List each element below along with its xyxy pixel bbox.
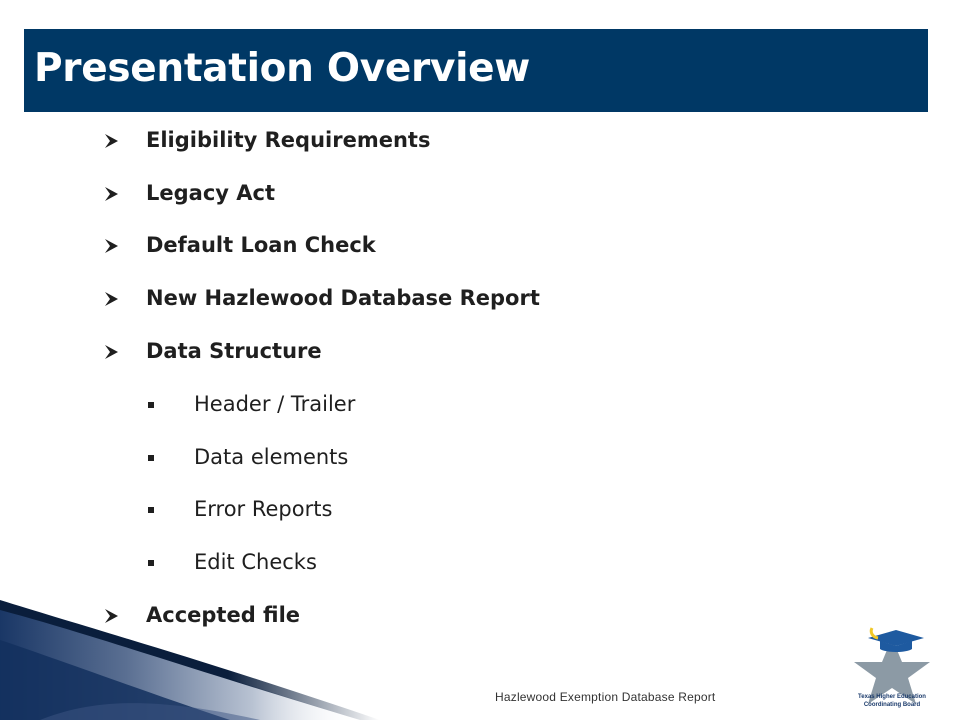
list-item-text: Accepted file [146,603,301,627]
list-item-text: Eligibility Requirements [146,128,431,152]
sub-list-item-text: Error Reports [194,497,333,521]
arrow-bullet-icon [103,132,121,150]
arrow-bullet-icon [103,290,121,308]
list-item-text: Data Structure [146,339,322,363]
square-bullet-icon [148,560,154,566]
decorative-swoosh [0,600,520,720]
arrow-bullet-icon [103,343,121,361]
list-item-text: Legacy Act [146,181,276,205]
square-bullet-icon [148,507,154,513]
sub-list-item-text: Data elements [194,445,349,469]
footer-text: Hazlewood Exemption Database Report [495,690,716,704]
sub-list-item-text: Header / Trailer [194,392,356,416]
list-item-text: New Hazlewood Database Report [146,286,540,310]
arrow-bullet-icon [103,185,121,203]
arrow-bullet-icon [103,237,121,255]
square-bullet-icon [148,402,154,408]
list-item-text: Default Loan Check [146,233,376,257]
slide-title: Presentation Overview [34,46,531,91]
square-bullet-icon [148,455,154,461]
logo-text-line1: Texas Higher Education [858,694,926,700]
sub-list-item-text: Edit Checks [194,550,317,574]
logo-text-line2: Coordinating Board [863,702,921,708]
